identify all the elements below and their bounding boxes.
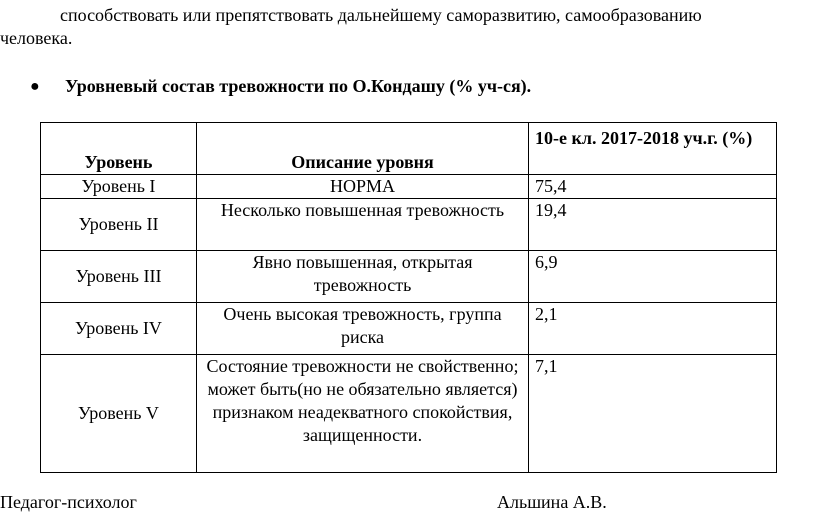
section-heading: [30, 76, 531, 97]
section-heading-text: Уровневый состав тревожности по О.Кондашу (% уч-ся).: [65, 76, 532, 96]
row-level: Уровень V: [41, 355, 197, 473]
row-value: 6,9: [529, 251, 777, 303]
row-level: Уровень IV: [41, 303, 197, 355]
intro-line-1: способствовать или препятствовать дальнейшему саморазвитию, самообразованию: [60, 5, 702, 25]
footer-role: Педагог-психолог: [0, 492, 137, 512]
table-row: [41, 303, 777, 355]
row-description: НОРМА: [197, 175, 529, 199]
row-value: 75,4: [529, 175, 777, 199]
intro-paragraph: [0, 4, 816, 50]
footer-name: Альшина А.В.: [497, 492, 607, 512]
table-row: [41, 199, 777, 251]
table-row: [41, 251, 777, 303]
bullet-icon: ●: [30, 77, 40, 95]
intro-line-2: человека.: [0, 28, 73, 48]
table-row: [41, 175, 777, 199]
row-level: Уровень II: [41, 199, 197, 251]
header-level: Уровень: [41, 123, 197, 175]
row-description: Состояние тревожности не свойственно; может быть(но не обязательно является) признаком неадекватного спокойствия, защищенности.: [197, 355, 529, 473]
row-description: Очень высокая тревожность, группа риска: [197, 303, 529, 355]
table-header-row: [41, 123, 777, 175]
row-level: Уровень III: [41, 251, 197, 303]
row-value: 2,1: [529, 303, 777, 355]
row-value: 7,1: [529, 355, 777, 473]
row-value: 19,4: [529, 199, 777, 251]
header-description: Описание уровня: [197, 123, 529, 175]
row-description: Явно повышенная, открытая тревожность: [197, 251, 529, 303]
table-row: [41, 355, 777, 473]
header-value: 10-е кл. 2017-2018 уч.г. (%): [529, 123, 777, 175]
row-description: Несколько повышенная тревожность: [197, 199, 529, 251]
anxiety-levels-table: [40, 122, 777, 473]
row-level: Уровень I: [41, 175, 197, 199]
